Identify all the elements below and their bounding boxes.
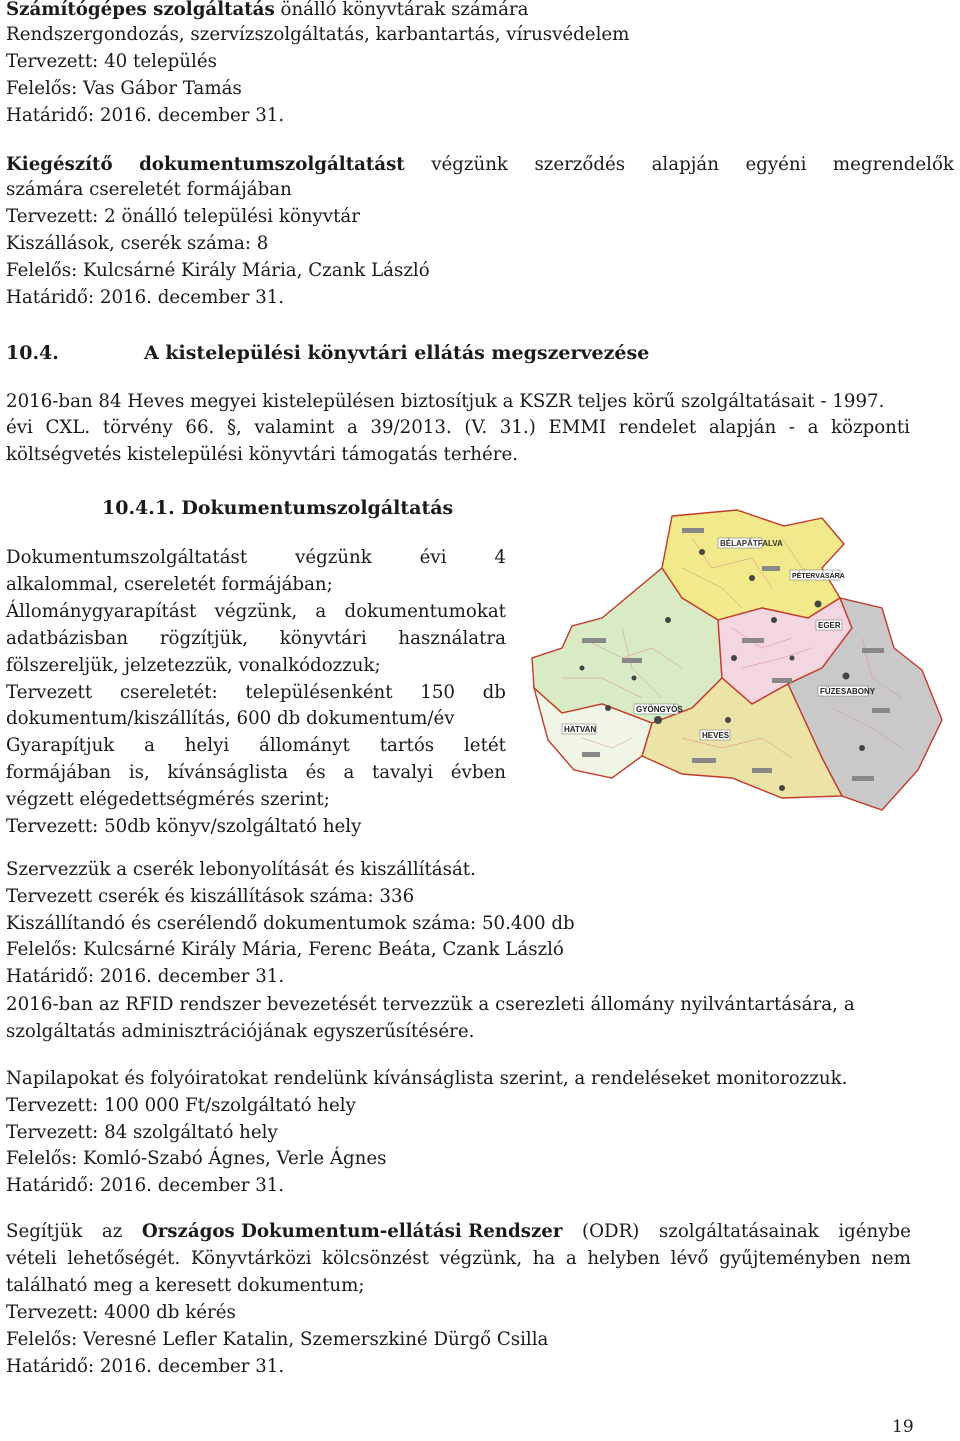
word: is, [128,762,150,784]
word: (V. [464,417,488,438]
word: központi [831,417,910,438]
word: letét [463,735,506,757]
subsection-line [6,599,506,626]
word: végzünk, [439,1248,523,1269]
justified-line [6,1246,911,1273]
word: állományt [259,735,350,757]
word: lévő [670,1248,709,1269]
map-label-fuzesabony: FÜZESABONY [820,687,876,696]
word: a [144,735,155,757]
word: EMMI [548,417,607,438]
word: a [346,417,358,438]
rfid-line: szolgáltatás adminisztrációjának egyszerűsítésére. [6,1021,475,1042]
subsection-line [6,545,506,572]
word: Dokumentumszolgáltatást [6,547,248,568]
subsection-line: fölszereljük, jelzetezzük, vonalkódozzuk; [6,654,381,676]
subsection-line: Tervezett: 50db könyv/szolgáltató hely [6,816,362,837]
word: kívánságlista [167,762,289,784]
word: használatra [398,627,506,649]
subsection-line [6,680,506,707]
word: formájában [6,762,112,784]
text-line: Tervezett: 40 település [6,51,217,72]
justified-line [6,415,910,442]
subsection-line: alkalommal, csereletét formájában; [6,573,333,595]
word: a [807,417,819,438]
map-label-belapatfalva: PÉTERVÁSÁRA [792,573,845,580]
subsection-line [6,626,506,653]
text-line: Tervezett: 4000 db kérés [6,1302,236,1323]
map-label-heves: HEVES [702,731,730,740]
word: Országos Dokumentum-ellátási Rendszer [141,1221,563,1242]
word: adatbázisban [6,627,129,649]
text-line: Határidő: 2016. december 31. [6,966,285,988]
word: vételi [6,1248,57,1269]
map-label-gyongyos: GYÖNGYÖS [636,705,683,714]
word: az [101,1221,123,1242]
word: egyéni [745,154,807,175]
word: végzünk, [214,600,298,622]
text-line: Felelős: Vas Gábor Tamás [6,78,242,99]
word: §, [226,417,242,438]
word: végzünk [295,547,372,568]
word: Könyvtárközi [190,1248,312,1269]
text-line: található meg a keresett dokumentum; [6,1275,365,1296]
text-line: Napilapokat és folyóiratokat rendelünk kívánságlista szerint, a rendeléseket monitorozzuk. [6,1068,848,1089]
word: szolgáltatásainak [658,1221,819,1242]
word: - [788,417,795,438]
text-line: Tervezett: 100 000 Ft/szolgáltató hely [6,1094,356,1116]
text-line: Felelős: Kulcsárné Király Mária, Ferenc Beáta, Czank László [6,939,564,961]
word: megrendelők [832,154,954,175]
word: és [305,762,326,784]
word: 4 [494,547,506,568]
deadline-line: Határidő: 2016. december 31. [6,1356,285,1377]
word: Segítjük [6,1221,83,1242]
word: CXL. [45,417,91,438]
word: (ODR) [581,1221,640,1242]
word: 66. [185,417,215,438]
word: Kiegészítő [6,154,113,175]
word: törvény [102,417,173,438]
text-line: Határidő: 2016. december 31. [6,1175,285,1197]
map-label-eger: EGER [818,621,841,630]
text-line: 2016-ban 84 Heves megyei kistelepülésen biztosítjuk a KSZR teljes körű szolgáltatásait - 1997. [6,391,885,412]
deadline-line: Határidő: 2016. december 31. [6,287,285,308]
word: dokumentumokat [344,600,506,622]
text-line: Kiszállítandó és cserélendő dokumentumok száma: 50.400 db [6,912,575,934]
word: valamint [254,417,335,438]
text-line: Kiszállások, cserék száma: 8 [6,233,269,254]
word: gyűjteményben [719,1248,861,1269]
rfid-line: 2016-ban az RFID rendszer bevezetését tervezzük a cserezleti állomány nyilvántartására, a [6,994,855,1015]
word: évi [6,417,33,438]
service-title-bold: Számítógépes szolgáltatás [6,0,275,20]
word: rendelet [618,417,697,438]
subsection-line: dokumentum/kiszállítás, 600 db dokumentum/év [6,708,455,730]
word: tavalyi [371,762,434,784]
word: nem [871,1248,911,1269]
text-line: Felelős: Kulcsárné Király Mária, Czank László [6,260,430,281]
word: évi [419,547,447,568]
justified-line [6,152,954,179]
text-line: Rendszergondozás, szervízszolgáltatás, karbantartás, vírusvédelem [6,24,630,45]
word: Tervezett [6,681,93,703]
section-number: 10.4. [6,342,59,364]
word: könyvtári [279,627,367,649]
section-title: A kistelepülési könyvtári ellátás megszervezése [144,342,650,364]
text-line: Tervezett: 84 szolgáltató hely [6,1121,278,1143]
word: alapján [651,154,719,175]
justified-line [6,1219,911,1246]
word: db [482,681,506,703]
map-label-hatvan: HATVAN [564,725,597,734]
subsection-title: 10.4.1. Dokumentumszolgáltatás [102,497,454,519]
subsection-line [6,760,506,787]
page-number: 19 [892,1417,914,1437]
deadline-line: Határidő: 2016. december 31. [6,105,285,126]
text-line: Szervezzük a cserék lebonyolítását és kiszállítását. [6,859,476,880]
word: helyben [587,1248,661,1269]
subsection-line [6,733,506,760]
word: 150 [420,681,455,703]
subsection-line: végzett elégedettségmérés szerint; [6,789,330,811]
word: ha [532,1248,556,1269]
word: a [343,762,355,784]
word: Gyarapítjuk [6,735,115,757]
word: településenként [245,681,393,703]
word: a [315,600,327,622]
word: 39/2013. [370,417,452,438]
word: Állománygyarapítást [6,600,197,622]
text-line: költségvetés kistelepülési könyvtári támogatás terhére. [6,444,519,465]
word: alapján [708,417,777,438]
word: évben [450,762,506,784]
text-line: számára csereletét formájában [6,179,292,200]
word: dokumentumszolgáltatást [139,154,405,175]
word: lehetőségét. [67,1248,181,1269]
county-map-image [522,508,950,828]
word: kölcsönzést [322,1248,429,1269]
service-title-line [6,0,528,24]
text-line: Felelős: Komló-Szabó Ágnes, Verle Ágnes [6,1148,387,1170]
word: csereletét: [119,681,218,703]
text-line: Tervezett cserék és kiszállítások száma: 336 [6,885,415,907]
county-map [522,508,950,828]
text-line: Tervezett: 2 önálló települési könyvtár [6,206,360,227]
word: szerződés [534,154,626,175]
word: 31.) [499,417,536,438]
word: végzünk [431,154,508,175]
text-line: Felelős: Veresné Lefler Katalin, Szemerszkiné Dürgő Csilla [6,1329,549,1350]
word: helyi [184,735,230,757]
word: igénybe [838,1221,911,1242]
map-label-petervasara: BÉLAPÁTFALVA [720,539,783,548]
word: a [565,1248,577,1269]
word: rögzítjük, [159,627,248,649]
service-title-rest: önálló könyvtárak számára [274,0,529,20]
word: tartós [379,735,435,757]
